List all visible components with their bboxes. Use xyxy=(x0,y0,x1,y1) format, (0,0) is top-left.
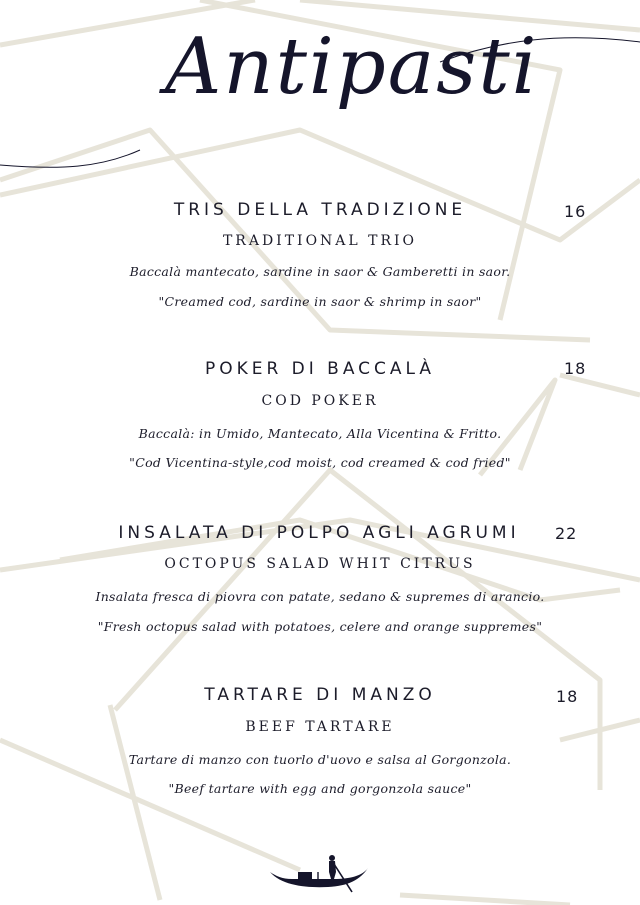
dish-translation: BEEF TARTARE xyxy=(245,719,395,735)
dish-description-en: "Beef tartare with egg and gorgonzola sauce" xyxy=(168,781,472,796)
dish-description-it: Baccalà: in Umido, Mantecato, Alla Vicentina & Fritto. xyxy=(138,426,502,441)
dish-price: 16 xyxy=(564,202,587,221)
dish-price: 18 xyxy=(556,687,579,706)
gondola-icon xyxy=(268,852,372,894)
dish-translation: COD POKER xyxy=(261,393,379,409)
dish-price: 22 xyxy=(555,524,578,543)
dish-price: 18 xyxy=(564,359,587,378)
dish-name: TARTARE DI MANZO xyxy=(204,685,436,705)
dish-name: TRIS DELLA TRADIZIONE xyxy=(173,200,467,220)
dish-description-en: "Fresh octopus salad with potatoes, celere and orange suppremes" xyxy=(97,619,543,634)
dish-name: POKER DI BACCALÀ xyxy=(204,359,436,379)
dish-translation: OCTOPUS SALAD WHIT CITRUS xyxy=(164,556,476,572)
dish-description-it: Baccalà mantecato, sardine in saor & Gamberetti in saor. xyxy=(129,264,511,279)
dish-description-it: Tartare di manzo con tuorlo d'uovo e salsa al Gorgonzola. xyxy=(128,752,512,767)
page-title: Antipasti xyxy=(165,22,539,112)
dish-description-it: Insalata fresca di piovra con patate, sedano & supremes di arancio. xyxy=(95,589,545,604)
dish-description-en: "Cod Vicentina-style,cod moist, cod creamed & cod fried" xyxy=(129,455,511,470)
dish-name: INSALATA DI POLPO AGLI AGRUMI xyxy=(118,523,520,543)
dish-description-en: "Creamed cod, sardine in saor & shrimp in saor" xyxy=(158,294,482,309)
dish-translation: TRADITIONAL TRIO xyxy=(222,233,418,249)
title-area xyxy=(0,0,640,200)
